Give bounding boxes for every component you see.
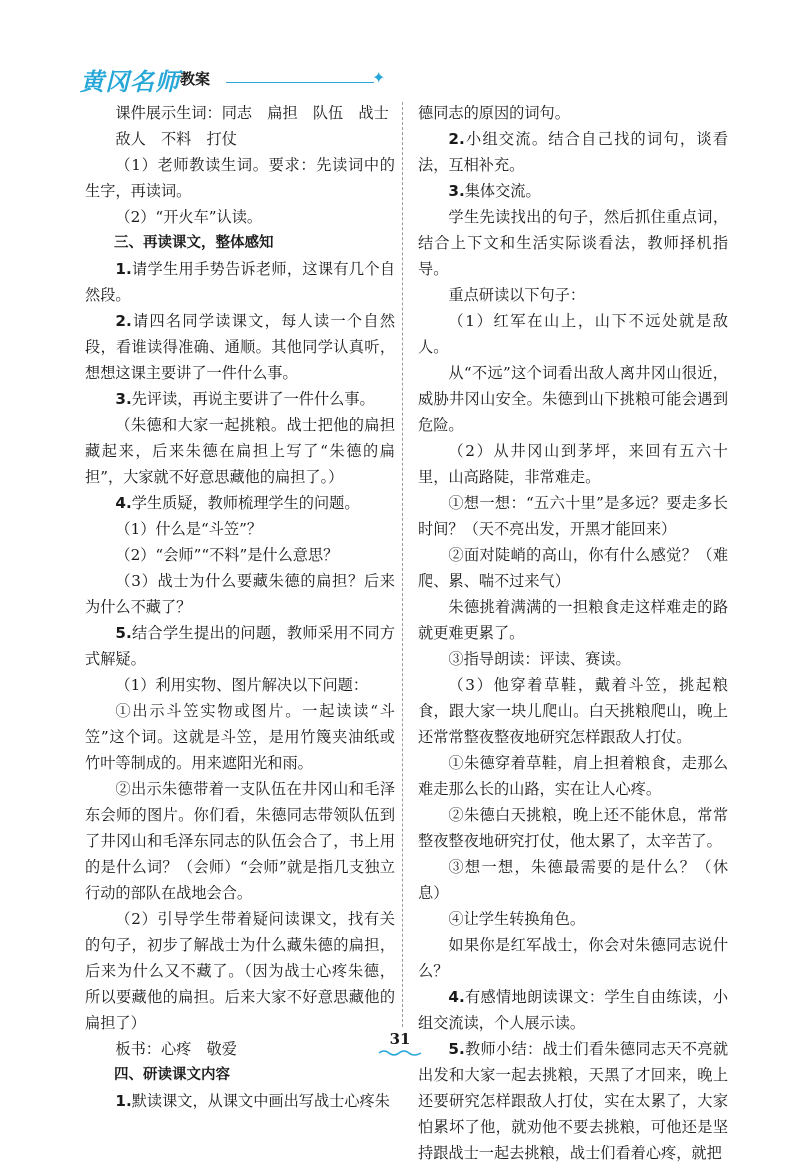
paragraph: ②出示朱德带着一支队伍在井冈山和毛泽东会师的图片。你们看，朱德同志带领队伍到了井冈山和毛泽东同志的队伍会合了，书上用的是什么词？（会师）“会师”就是指几支独立行动的部队在战地会合。 — [85, 780, 395, 902]
paragraph: （2）“会师”“不料”是什么意思？ — [115, 546, 339, 564]
paragraph — [85, 620, 395, 672]
section-heading: 四、研读课文内容 — [114, 1067, 230, 1083]
paragraph-text: 默读课文，从课文中画出写战士心疼朱 — [131, 1092, 390, 1110]
paragraph — [418, 1036, 728, 1166]
paragraph: 德同志的原因的词句。 — [418, 104, 570, 122]
paragraph — [85, 386, 395, 412]
paragraph-text: 有感情地朗读课文：学生自由练读，小组交流读，个人展示读。 — [418, 988, 728, 1032]
paragraph: （朱德和大家一起挑粮。战士把他的扁担藏起来，后来朱德在扁担上写了“朱德的扁担”，大家就不好意思藏他的扁担了。） — [85, 416, 395, 486]
page-footer — [370, 1030, 430, 1056]
paragraph: ④让学生转换角色。 — [448, 910, 586, 928]
paragraph: ①朱德穿着草鞋，肩上担着粮食，走那么难走那么长的山路，实在让人心疼。 — [418, 754, 728, 798]
item-number: 5. — [115, 624, 132, 642]
column-divider — [402, 102, 403, 1027]
right-column — [418, 100, 728, 1166]
paragraph: （3）战士为什么要藏朱德的扁担？后来为什么不藏了？ — [85, 572, 395, 616]
paragraph: （2）“开火车”认读。 — [115, 208, 263, 226]
paragraph: （1）利用实物、图片解决以下问题： — [115, 676, 369, 694]
item-number: 4. — [115, 494, 132, 512]
paragraph: ①出示斗笠实物或图片。一起读读“斗笠”这个词。这就是斗笠，是用竹篾夹油纸或竹叶等制成的。用来遮阳光和雨。 — [85, 702, 395, 772]
paragraph-text: 结合学生提出的问题，教师采用不同方式解疑。 — [85, 624, 395, 668]
paragraph: 课件展示生词：同志 扁担 队伍 战士 — [115, 104, 389, 122]
paragraph-text: 集体交流。 — [464, 182, 541, 200]
paragraph-text: 学生质疑，教师梳理学生的问题。 — [131, 494, 360, 512]
paragraph — [85, 308, 395, 386]
paragraph — [85, 256, 395, 308]
paragraph — [85, 1088, 395, 1114]
paragraph — [418, 178, 728, 204]
item-number: 3. — [115, 390, 132, 408]
paragraph — [418, 126, 728, 178]
paragraph: （2）从井冈山到茅坪，来回有五六十里，山高路陡，非常难走。 — [418, 442, 728, 486]
paragraph: 从“不远”这个词看出敌人离井冈山很近，威胁井冈山安全。朱德到山下挑粮可能会遇到危险。 — [418, 364, 728, 434]
header-rule — [226, 82, 374, 83]
paragraph: ①想一想：“五六十里”是多远？要走多长时间？（天不亮出发，开黑才能回来） — [418, 494, 728, 538]
item-number: 2. — [448, 130, 465, 148]
item-number: 2. — [115, 312, 132, 330]
page-header — [80, 62, 420, 98]
page-number: 31 — [389, 1030, 411, 1048]
sparkle-icon: ✦ — [372, 68, 386, 87]
paragraph: （3）他穿着草鞋，戴着斗笠，挑起粮食，跟大家一块儿爬山。白天挑粮爬山，晚上还常常整夜整夜地研究怎样跟敌人打仗。 — [418, 676, 728, 746]
paragraph: ②朱德白天挑粮，晚上还不能休息，常常整夜整夜地研究打仗，他太累了，太辛苦了。 — [418, 806, 728, 850]
paragraph: 学生先读找出的句子，然后抓住重点词，结合上下文和生活实际谈看法，教师择机指导。 — [418, 208, 728, 278]
paragraph: 如果你是红军战士，你会对朱德同志说什么？ — [418, 936, 728, 980]
paragraph: ②面对陡峭的高山，你有什么感觉？（难爬、累、喘不过来气） — [418, 546, 728, 590]
paragraph: 朱德挑着满满的一担粮食走这样难走的路就更难更累了。 — [418, 598, 728, 642]
wave-ornament-icon — [378, 1048, 422, 1056]
paragraph — [85, 490, 395, 516]
paragraph: ③想一想，朱德最需要的是什么？（休息） — [418, 858, 728, 902]
paragraph: 重点研读以下句子： — [448, 286, 586, 304]
paragraph-text: 请四名同学读课文，每人读一个自然段，看谁读得准确、通顺。其他同学认真听，想想这课主要讲了一件什么事。 — [85, 312, 395, 382]
left-column — [85, 100, 395, 1114]
paragraph-text: 教师小结：战士们看朱德同志天不亮就出发和大家一起去挑粮，天黑了才回来，晚上还要研究怎样跟敌人打仗，实在太累了，大家怕累坏了他，就劝他不要去挑粮，可他还是坚持跟战士一起去挑粮，战士们看着心疼，就把 — [418, 1040, 728, 1162]
paragraph — [418, 984, 728, 1036]
item-number: 3. — [448, 182, 465, 200]
paragraph: 板书：心疼 敬爱 — [115, 1040, 237, 1058]
paragraph-text: 小组交流。结合自己找的词句，谈看法，互相补充。 — [418, 130, 728, 174]
paragraph: （1）什么是“斗笠”？ — [115, 520, 263, 538]
item-number: 5. — [448, 1040, 465, 1058]
paragraph: （1）红军在山上，山下不远处就是敌人。 — [418, 312, 728, 356]
section-heading: 三、再读课文，整体感知 — [114, 235, 274, 251]
paragraph: ③指导朗读：评读、赛读。 — [448, 650, 631, 668]
paragraph-text: 先评读，再说主要讲了一件什么事。 — [131, 390, 375, 408]
paragraph-text: 请学生用手势告诉老师，这课有几个自然段。 — [85, 260, 395, 304]
item-number: 1. — [115, 1092, 132, 1110]
brand-logo: 黄冈名师 — [80, 68, 180, 96]
paragraph: （2）引导学生带着疑问读课文，找有关的句子，初步了解战士为什么藏朱德的扁担，后来为什么又不藏了。（因为战士心疼朱德，所以要藏他的扁担。后来大家不好意思藏他的扁担了） — [85, 910, 395, 1032]
item-number: 1. — [115, 260, 132, 278]
brand-subtitle: 教案 — [180, 70, 211, 88]
item-number: 4. — [448, 988, 465, 1006]
paragraph: （1）老师教读生词。要求：先读词中的生字，再读词。 — [85, 156, 395, 200]
paragraph: 敌人 不料 打仗 — [115, 130, 237, 148]
